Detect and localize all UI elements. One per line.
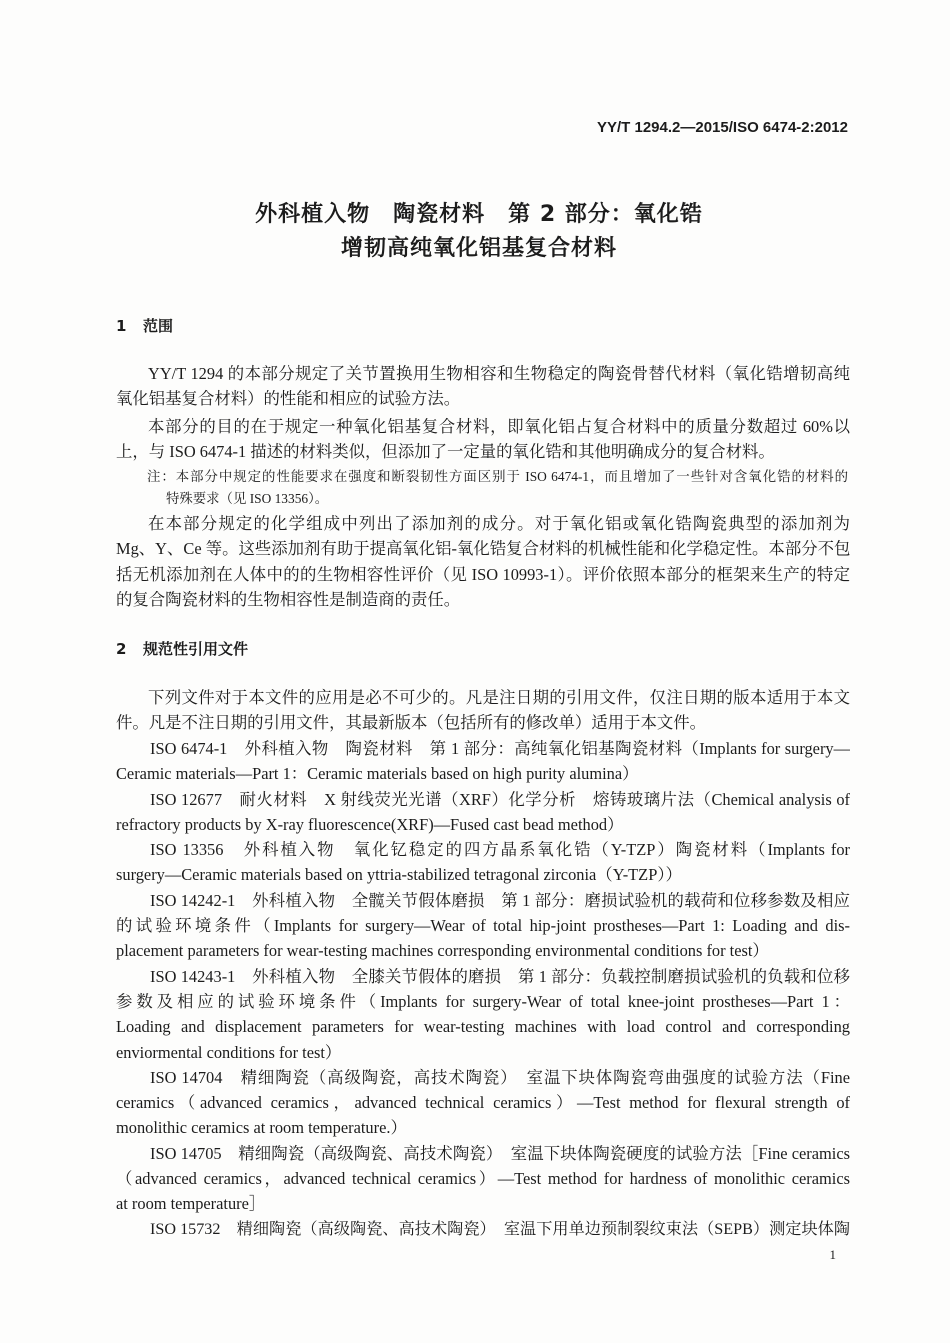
reference-item-iso-13356 (116, 837, 850, 888)
reference-item-iso-14243-1 (116, 964, 850, 1065)
note-line (147, 466, 848, 488)
reference-item-iso-6474-1 (116, 736, 850, 787)
paragraph-line: 的复合陶瓷材料的生物相容性是制造商的责任。 (116, 589, 461, 609)
document-title (8, 198, 950, 266)
reference-line: enviormental conditions for test） (116, 1042, 342, 1062)
section-heading-normative-references (116, 637, 516, 662)
scope-paragraph-3 (116, 511, 850, 612)
title-line-1: 外科植入物 陶瓷材料 第 2 部分：氧化锆 (255, 202, 703, 227)
paragraph-line: 件。凡是不注日期的引用文件，其最新版本（包括所有的修改单）适用于本文件。 (116, 713, 707, 733)
paragraph-line: 在本部分规定的化学组成中列出了添加剂的成分。对于氧化铝或氧化锆陶瓷典型的添加剂为 (148, 514, 850, 533)
reference-line: at room temperature］ (116, 1194, 266, 1214)
paragraph-line: 氧化铝基复合材料）的性能和相应的试验方法。 (116, 389, 461, 409)
reference-line: 的试验环境条件（Implants for surgery—Wear of total hip-joint prostheses—Part 1: Loading and dis- (116, 916, 850, 936)
reference-line: 参数及相应的试验环境条件（Implants for surgery-Wear of total knee-joint prostheses—Part 1： (116, 991, 850, 1011)
reference-list (116, 736, 850, 1242)
references-intro-paragraph (116, 685, 850, 736)
reference-line: surgery—Ceramic materials based on yttria-stabilized tetragonal zirconia（Y-TZP）） (116, 865, 682, 885)
reference-item-iso-15732 (116, 1217, 850, 1242)
title-line-2: 增韧高纯氧化铝基复合材料 (340, 236, 617, 261)
note-block (147, 466, 848, 510)
reference-line: ISO 15732 精细陶瓷（高级陶瓷、高技术陶瓷） 室温下用单边预制裂纹束法（SEPB）测定块体陶 (150, 1220, 850, 1238)
paragraph-line: Mg、Y、Ce 等。这些添加剂有助于提高氧化铝-氧化锆复合材料的机械性能和化学稳定性。本部分不包 (116, 539, 850, 559)
reference-line: ISO 12677 耐火材料 X 射线荧光光谱（XRF）化学分析 熔铸玻璃片法（Chemical analysis of (150, 789, 850, 809)
reference-item-iso-14242-1 (116, 888, 850, 964)
paragraph-line: YY/T 1294 的本部分规定了关节置换用生物相容和生物稳定的陶瓷骨替代材料（氧化锆增韧高纯 (148, 364, 850, 383)
paragraph-line: 本部分的目的在于规定一种氧化铝基复合材料，即氧化铝占复合材料中的质量分数超过 60%以 (148, 417, 850, 436)
paragraph-line: 括无机添加剂在人体中的的生物相容性评价（见 ISO 10993-1）。评价依照本部分的框架来生产的特定 (116, 564, 850, 584)
section-heading-scope (116, 314, 516, 339)
reference-line: placement parameters for wear-testing machines corresponding environmental conditions for test） (116, 941, 769, 961)
paragraph-line: 上，与 ISO 6474-1 描述的材料类似，但添加了一定量的氧化锆和其他明确成分的复合材料。 (116, 442, 775, 462)
section-number: 1 (116, 317, 127, 335)
reference-line: refractory products by X-ray fluorescence(XRF)—Fused cast bead method） (116, 814, 624, 834)
section-number: 2 (116, 640, 127, 658)
reference-line: monolithic ceramics at room temperature.） (116, 1118, 407, 1138)
page-number: 1 (829, 1247, 836, 1262)
standard-number-header: YY/T 1294.2—2015/ISO 6474-2:2012 (596, 119, 848, 136)
scope-paragraph-2 (116, 414, 850, 465)
reference-line: ISO 14705 精细陶瓷（高级陶瓷、高技术陶瓷） 室温下块体陶瓷硬度的试验方法［Fine ceramics (150, 1143, 850, 1163)
section-title: 范围 (143, 317, 174, 335)
section-title: 规范性引用文件 (143, 640, 249, 658)
note-text: 本部分中规定的性能要求在强度和断裂韧性方面区别于 ISO 6474-1，而且增加了一些针对含氧化锆的材料的 (175, 469, 848, 484)
reference-line: ISO 14704 精细陶瓷（高级陶瓷，高技术陶瓷） 室温下块体陶瓷弯曲强度的试验方法（Fine (150, 1067, 850, 1087)
reference-line: ISO 14242-1 外科植入物 全髋关节假体磨损 第 1 部分：磨损试验机的载荷和位移参数及相应 (150, 890, 850, 910)
note-line: 特殊要求（见 ISO 13356）。 (166, 491, 329, 506)
reference-line: ISO 13356 外科植入物 氧化钇稳定的四方晶系氧化锆（Y-TZP）陶瓷材料（Implants for (150, 840, 850, 860)
paragraph-line: 下列文件对于本文件的应用是必不可少的。凡是注日期的引用文件，仅注日期的版本适用于本文 (148, 688, 850, 707)
reference-item-iso-12677 (116, 787, 850, 838)
reference-line: ISO 14243-1 外科植入物 全膝关节假体的磨损 第 1 部分：负载控制磨损试验机的负载和位移 (150, 966, 850, 986)
reference-line: ISO 6474-1 外科植入物 陶瓷材料 第 1 部分：高纯氧化铝基陶瓷材料（Implants for surgery— (150, 739, 850, 758)
reference-item-iso-14704 (116, 1065, 850, 1141)
reference-line: Ceramic materials—Part 1：Ceramic materials based on high purity alumina） (116, 764, 639, 784)
scope-paragraph-1 (116, 361, 850, 412)
note-label: 注： (147, 469, 176, 484)
reference-line: Loading and displacement parameters for wear-testing machines with load control and corresponding (116, 1017, 850, 1037)
reference-item-iso-14705 (116, 1141, 850, 1217)
reference-line: ceramics（advanced ceramics，advanced technical ceramics）—Test method for flexural strength of (116, 1093, 850, 1113)
reference-line: （advanced ceramics，advanced technical ceramics）—Test method for hardness of monolithic ceramics (116, 1169, 850, 1189)
